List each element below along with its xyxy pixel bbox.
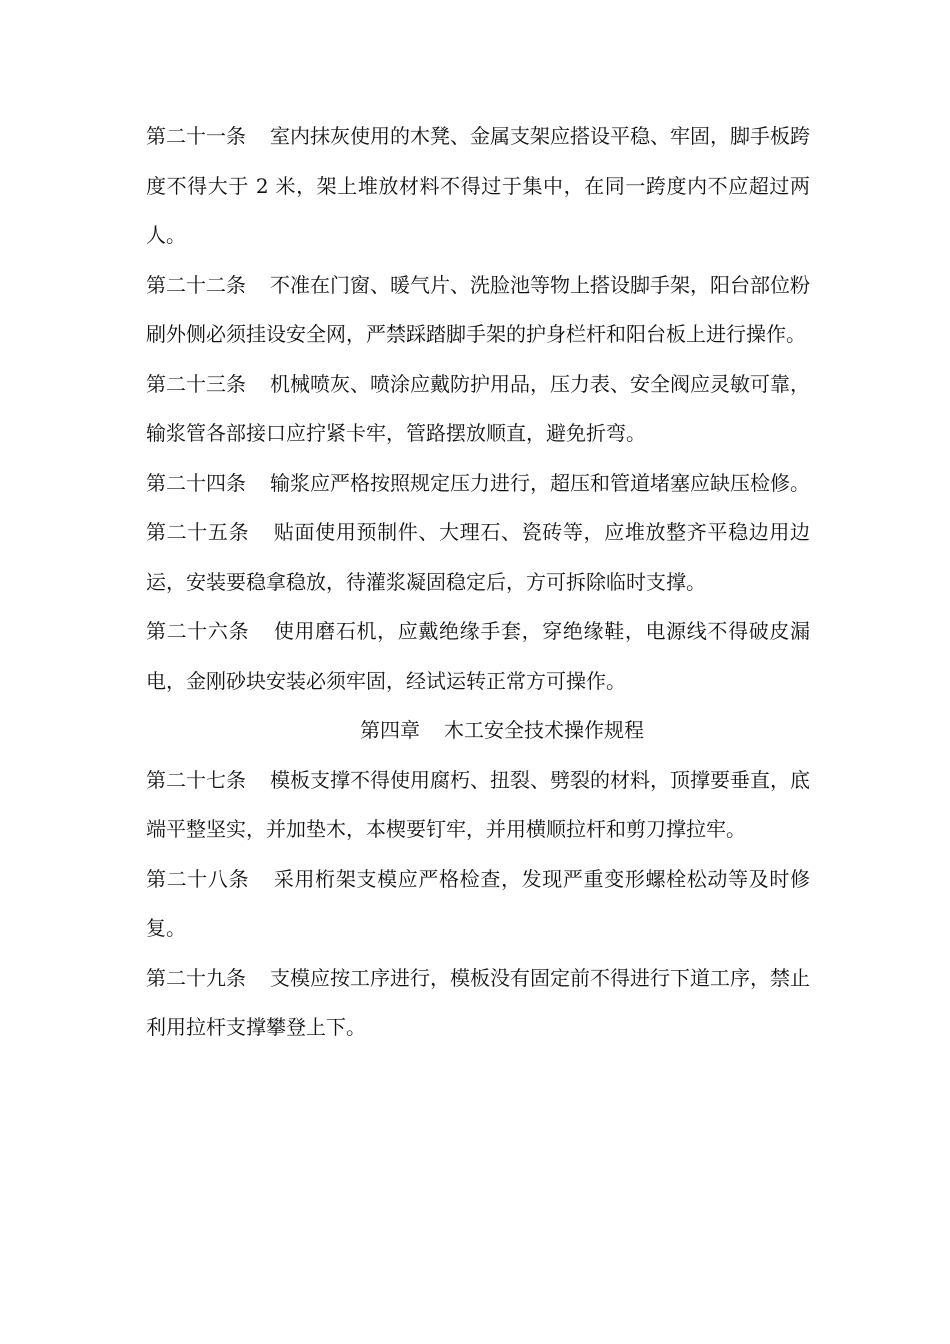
article-23: [146, 360, 810, 459]
article-number: 第二十二条: [146, 272, 246, 297]
article-number: 第二十四条: [146, 470, 246, 495]
article-26: [146, 607, 810, 706]
article-number: 第二十三条: [146, 371, 246, 396]
article-text: 使用磨石机，应戴绝缘手套，穿绝缘鞋，电源线不得破皮漏电，金刚砂块安装必须牢固，经试运转正常方可操作。: [146, 619, 811, 693]
chapter-heading: [146, 706, 810, 756]
article-number: 第二十一条: [146, 124, 246, 148]
article-number: 第二十九条: [146, 965, 246, 990]
article-25: [146, 508, 810, 607]
article-24: [146, 459, 810, 509]
article-number: 第二十五条: [146, 520, 250, 544]
article-text: 室内抹灰使用的木凳、金属支架应搭设平稳、牢固，脚手板跨度不得大于 2 米，架上堆放材料不得过于集中，在同一跨度内不应超过两人。: [146, 124, 810, 247]
article-number: 第二十七条: [146, 767, 246, 792]
article-text: 贴面使用预制件、大理石、瓷砖等，应堆放整齐平稳边用边运，安装要稳拿稳放，待灌浆凝固稳定后，方可拆除临时支撑。: [146, 520, 811, 594]
article-text: 不准在门窗、暖气片、洗脸池等物上搭设脚手架，阳台部位粉刷外侧必须挂设安全网，严禁踩踏脚手架的护身栏杆和阳台板上进行操作。: [146, 272, 810, 346]
document-body: [146, 112, 810, 1053]
article-21: [146, 112, 810, 261]
chapter-title: 木工安全技术操作规程: [444, 718, 644, 742]
article-number: 第二十六条: [146, 619, 250, 643]
article-22: [146, 261, 810, 360]
article-28: [146, 855, 810, 954]
chapter-number: 第四章: [360, 718, 420, 742]
article-text: 采用桁架支模应严格检查，发现严重变形螺栓松动等及时修复。: [146, 866, 811, 940]
article-27: [146, 756, 810, 855]
article-29: [146, 954, 810, 1053]
article-number: 第二十八条: [146, 866, 250, 891]
article-text: 支模应按工序进行，模板没有固定前不得进行下道工序，禁止利用拉杆支撑攀登上下。: [146, 965, 810, 1039]
article-text: 输浆应严格按照规定压力进行，超压和管道堵塞应缺压检修。: [270, 470, 810, 495]
article-text: 机械喷灰、喷涂应戴防护用品，压力表、安全阀应灵敏可靠，输浆管各部接口应拧紧卡牢，管路摆放顺直，避免折弯。: [146, 371, 810, 445]
article-text: 模板支撑不得使用腐朽、扭裂、劈裂的材料，顶撑要垂直，底端平整坚实，并加垫木，本楔要钉牢，并用横顺拉杆和剪刀撑拉牢。: [146, 767, 810, 841]
